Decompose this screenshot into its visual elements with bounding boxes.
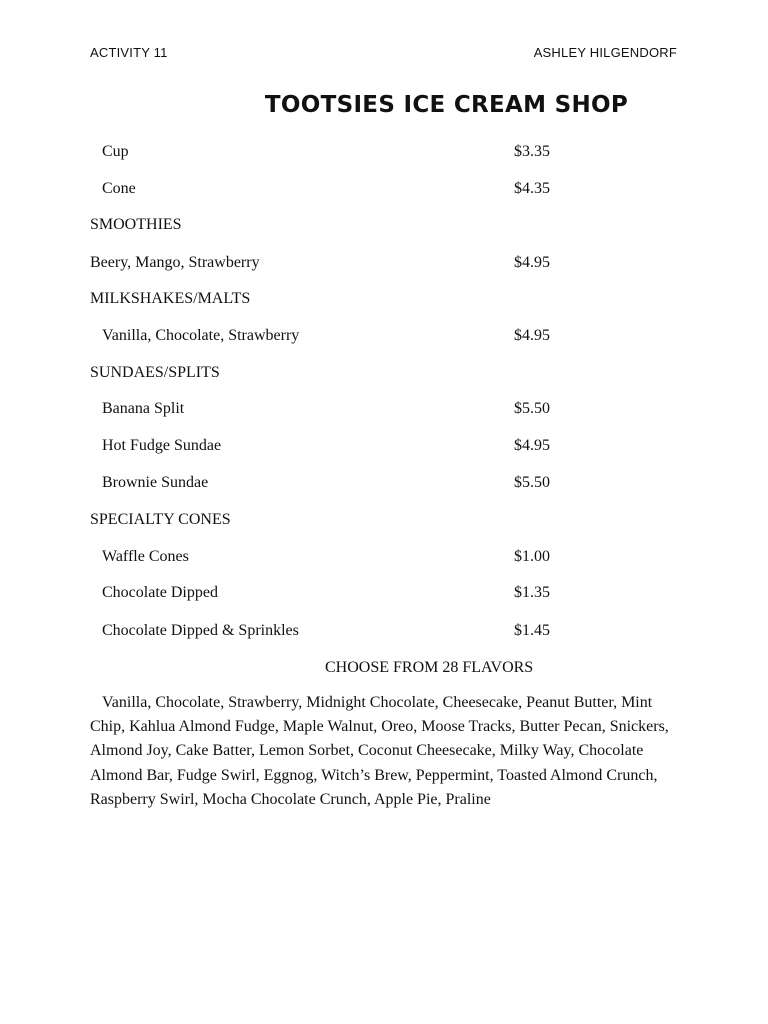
menu-item-price: $5.50 — [514, 400, 550, 417]
menu-item-price: $1.35 — [514, 584, 550, 601]
section-heading-label: MILKSHAKES/MALTS — [90, 290, 251, 307]
page-title: TOOTSIES ICE CREAM SHOP — [264, 92, 629, 118]
section-heading-smoothies — [0, 213, 768, 237]
flavors-heading: CHOOSE FROM 28 FLAVORS — [325, 659, 534, 676]
menu-row-hot-fudge-sundae — [0, 434, 768, 458]
menu-row-smoothies — [0, 251, 768, 275]
menu-item-label: Chocolate Dipped — [102, 584, 218, 601]
menu-item-price: $3.35 — [514, 143, 550, 160]
menu-row-cone — [0, 177, 768, 201]
menu-item-price: $4.95 — [514, 437, 550, 454]
menu-item-label: Vanilla, Chocolate, Strawberry — [102, 327, 300, 344]
menu-item-label: Cone — [102, 180, 136, 197]
menu-row-waffle-cones — [0, 545, 768, 569]
menu-item-label: Brownie Sundae — [102, 474, 209, 491]
menu-item-label: Cup — [102, 143, 129, 160]
menu-item-label: Waffle Cones — [102, 548, 189, 565]
section-heading-label: SUNDAES/SPLITS — [90, 364, 220, 381]
menu-item-label: Chocolate Dipped & Sprinkles — [102, 622, 299, 639]
section-heading-label: SPECIALTY CONES — [90, 511, 231, 528]
menu-item-price: $5.50 — [514, 474, 550, 491]
menu-row-chocolate-dipped-sprinkles — [0, 619, 768, 643]
menu-item-label: Hot Fudge Sundae — [102, 437, 222, 454]
header-author-name: ASHLEY HILGENDORF — [533, 45, 677, 60]
section-heading-specialty-cones — [0, 508, 768, 532]
flavors-list-paragraph: Vanilla, Chocolate, Strawberry, Midnight Chocolate, Cheesecake, Peanut Butter, Mint Chip, Kahlua Almond Fudge, Maple Walnut, Oreo, Moose Tracks, Butter Pecan, Snickers, Almond Joy, Cake Batter, Lemon Sorbet, Coconut Cheesecake, Milky Way, Chocolate Almond Bar, Fudge Swirl, Eggnog, Witch’s Brew, Peppermint, Toasted Almond Crunch, Raspberry Swirl, Mocha Chocolate Crunch, Apple Pie, Praline — [90, 694, 669, 808]
menu-item-label: Beery, Mango, Strawberry — [90, 254, 260, 271]
menu-row-milkshakes — [0, 324, 768, 348]
section-heading-milkshakes — [0, 287, 768, 311]
menu-item-price: $4.95 — [514, 254, 550, 271]
menu-item-price: $4.35 — [514, 180, 550, 197]
menu-row-banana-split — [0, 397, 768, 421]
section-heading-label: SMOOTHIES — [90, 216, 182, 233]
menu-item-price: $1.00 — [514, 548, 550, 565]
menu-item-price: $1.45 — [514, 622, 550, 639]
header-activity-label: ACTIVITY 11 — [90, 45, 168, 60]
menu-item-label: Banana Split — [102, 400, 185, 417]
menu-item-price: $4.95 — [514, 327, 550, 344]
menu-row-brownie-sundae — [0, 471, 768, 495]
menu-row-chocolate-dipped — [0, 581, 768, 605]
section-heading-sundaes — [0, 361, 768, 385]
menu-row-cup — [0, 140, 768, 164]
